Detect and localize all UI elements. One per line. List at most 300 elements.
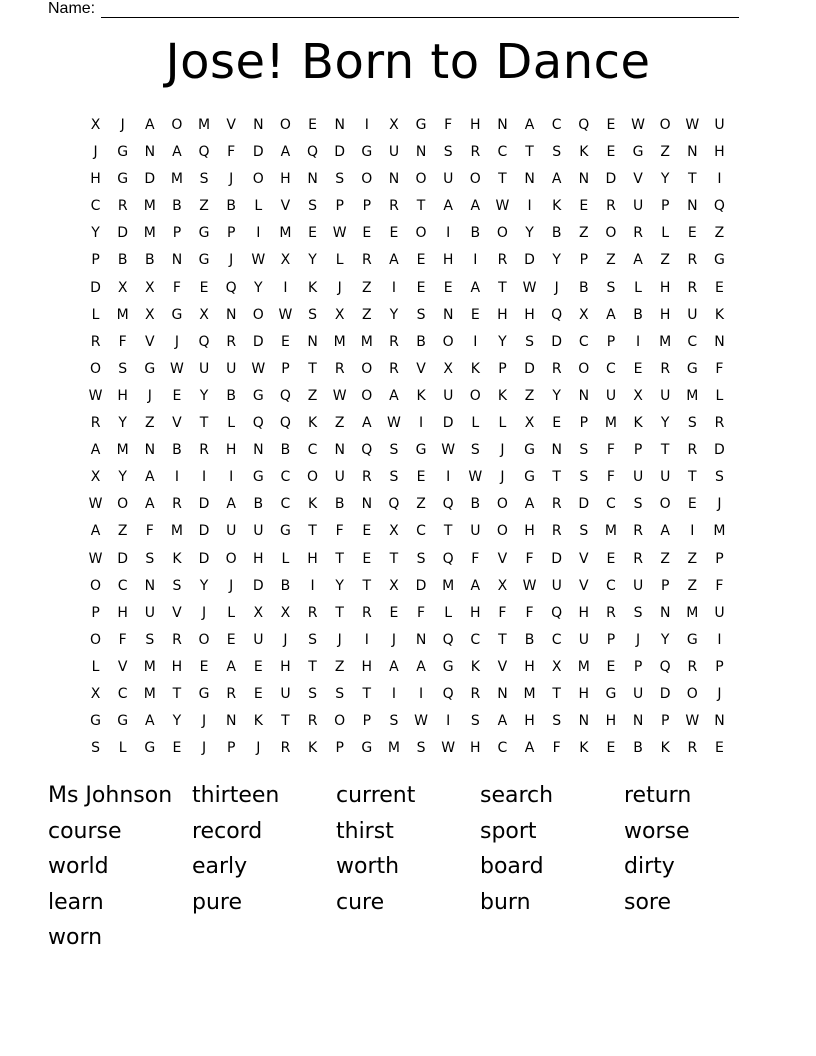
grid-letter[interactable]: R bbox=[606, 604, 616, 621]
grid-letter[interactable]: A bbox=[470, 198, 481, 215]
grid-letter[interactable]: U bbox=[687, 306, 698, 323]
grid-letter[interactable]: Q bbox=[252, 415, 264, 432]
grid-letter[interactable]: X bbox=[524, 415, 535, 432]
grid-letter[interactable]: N bbox=[687, 198, 698, 215]
grid-letter[interactable]: R bbox=[606, 198, 616, 215]
grid-letter[interactable]: A bbox=[470, 577, 481, 594]
grid-letter[interactable]: R bbox=[470, 685, 481, 702]
grid-letter[interactable]: Q bbox=[442, 685, 454, 702]
grid-letter[interactable]: C bbox=[307, 442, 318, 459]
grid-letter[interactable]: M bbox=[279, 225, 292, 242]
grid-letter[interactable]: V bbox=[172, 415, 182, 432]
grid-letter[interactable]: W bbox=[631, 117, 645, 133]
grid-letter[interactable]: H bbox=[171, 658, 183, 675]
grid-letter[interactable]: H bbox=[578, 604, 590, 621]
grid-letter[interactable]: N bbox=[225, 306, 237, 323]
grid-letter[interactable]: C bbox=[117, 577, 128, 594]
grid-letter[interactable]: M bbox=[116, 306, 129, 323]
grid-letter[interactable]: F bbox=[525, 604, 534, 621]
grid-letter[interactable]: O bbox=[225, 550, 237, 567]
grid-letter[interactable]: F bbox=[145, 523, 154, 540]
grid-letter[interactable]: W bbox=[88, 496, 103, 513]
grid-letter[interactable]: H bbox=[253, 550, 264, 567]
grid-letter[interactable]: N bbox=[144, 144, 156, 161]
grid-letter[interactable]: S bbox=[118, 360, 128, 377]
grid-letter[interactable]: K bbox=[579, 144, 589, 161]
grid-letter[interactable]: G bbox=[117, 144, 129, 161]
grid-letter[interactable]: G bbox=[198, 225, 210, 242]
grid-letter[interactable]: L bbox=[715, 387, 724, 404]
grid-letter[interactable]: T bbox=[552, 685, 561, 702]
grid-letter[interactable]: K bbox=[172, 550, 182, 567]
grid-letter[interactable]: T bbox=[172, 685, 182, 702]
grid-letter[interactable]: Y bbox=[118, 469, 127, 486]
grid-letter[interactable]: V bbox=[579, 550, 589, 567]
grid-letter[interactable]: S bbox=[633, 604, 643, 621]
grid-letter[interactable]: D bbox=[442, 415, 454, 432]
grid-letter[interactable]: R bbox=[172, 496, 182, 513]
grid-letter[interactable]: I bbox=[418, 415, 424, 432]
grid-letter[interactable]: T bbox=[660, 442, 670, 459]
grid-letter[interactable]: E bbox=[687, 496, 697, 513]
grid-letter[interactable]: A bbox=[90, 523, 101, 540]
grid-letter[interactable]: A bbox=[226, 658, 236, 675]
grid-letter[interactable]: T bbox=[389, 550, 399, 567]
grid-letter[interactable]: G bbox=[144, 740, 156, 757]
grid-letter[interactable]: P bbox=[91, 252, 100, 269]
grid-letter[interactable]: U bbox=[443, 171, 454, 188]
grid-letter[interactable]: Q bbox=[442, 631, 454, 648]
grid-letter[interactable]: W bbox=[522, 577, 537, 594]
grid-letter[interactable]: Z bbox=[687, 577, 698, 594]
grid-letter[interactable]: H bbox=[470, 604, 481, 621]
grid-letter[interactable]: T bbox=[443, 523, 453, 540]
grid-letter[interactable]: X bbox=[551, 658, 562, 675]
grid-letter[interactable]: W bbox=[522, 279, 537, 296]
grid-letter[interactable]: P bbox=[579, 415, 589, 432]
grid-letter[interactable]: E bbox=[362, 523, 372, 540]
grid-letter[interactable]: L bbox=[661, 225, 670, 242]
grid-letter[interactable]: O bbox=[307, 469, 319, 486]
grid-letter[interactable]: E bbox=[416, 252, 426, 269]
grid-letter[interactable]: Y bbox=[118, 415, 127, 432]
grid-letter[interactable]: F bbox=[606, 442, 615, 459]
grid-letter[interactable]: U bbox=[443, 387, 454, 404]
grid-letter[interactable]: W bbox=[441, 740, 456, 757]
grid-letter[interactable]: Q bbox=[225, 279, 237, 296]
grid-letter[interactable]: B bbox=[280, 442, 291, 459]
grid-letter[interactable]: E bbox=[606, 144, 616, 161]
grid-letter[interactable]: O bbox=[496, 523, 508, 540]
grid-letter[interactable]: I bbox=[391, 685, 396, 702]
grid-letter[interactable]: C bbox=[280, 469, 291, 486]
grid-letter[interactable]: D bbox=[198, 523, 210, 540]
grid-letter[interactable]: A bbox=[470, 279, 481, 296]
grid-letter[interactable]: B bbox=[633, 306, 643, 323]
grid-letter[interactable]: M bbox=[360, 333, 373, 350]
grid-letter[interactable]: N bbox=[551, 442, 562, 459]
grid-letter[interactable]: F bbox=[715, 360, 724, 377]
grid-letter[interactable]: M bbox=[143, 198, 156, 215]
grid-letter[interactable]: P bbox=[660, 198, 670, 215]
grid-letter[interactable]: U bbox=[605, 387, 617, 404]
grid-letter[interactable]: C bbox=[416, 523, 426, 540]
grid-letter[interactable]: N bbox=[334, 117, 345, 133]
grid-letter[interactable]: Z bbox=[334, 658, 345, 675]
grid-letter[interactable]: P bbox=[579, 252, 589, 269]
grid-letter[interactable]: T bbox=[525, 144, 534, 161]
grid-letter[interactable]: H bbox=[225, 442, 237, 459]
grid-letter[interactable]: G bbox=[361, 144, 373, 161]
grid-letter[interactable]: E bbox=[389, 225, 399, 242]
grid-letter[interactable]: J bbox=[120, 117, 125, 133]
grid-letter[interactable]: G bbox=[144, 360, 156, 377]
grid-letter[interactable]: A bbox=[389, 387, 399, 404]
grid-letter[interactable]: U bbox=[226, 360, 237, 377]
grid-letter[interactable]: R bbox=[633, 550, 643, 567]
grid-letter[interactable]: S bbox=[443, 144, 453, 161]
grid-letter[interactable]: R bbox=[551, 496, 562, 513]
grid-letter[interactable]: N bbox=[524, 171, 535, 188]
grid-letter[interactable]: M bbox=[170, 523, 183, 540]
grid-letter[interactable]: A bbox=[551, 171, 562, 188]
grid-letter[interactable]: J bbox=[229, 252, 234, 269]
grid-letter[interactable]: O bbox=[469, 387, 481, 404]
grid-letter[interactable]: L bbox=[444, 604, 453, 621]
grid-letter[interactable]: D bbox=[605, 171, 617, 188]
grid-letter[interactable]: G bbox=[686, 360, 698, 377]
grid-letter[interactable]: V bbox=[226, 117, 236, 133]
grid-letter[interactable]: T bbox=[335, 550, 344, 567]
grid-letter[interactable]: D bbox=[144, 171, 156, 188]
grid-letter[interactable]: S bbox=[579, 469, 589, 486]
grid-letter[interactable]: O bbox=[171, 117, 183, 133]
grid-letter[interactable]: G bbox=[442, 658, 454, 675]
grid-letter[interactable]: X bbox=[280, 252, 291, 269]
grid-letter[interactable]: O bbox=[415, 171, 427, 188]
grid-letter[interactable]: L bbox=[254, 198, 263, 215]
grid-letter[interactable]: W bbox=[685, 117, 700, 133]
grid-letter[interactable]: O bbox=[90, 631, 102, 648]
grid-letter[interactable]: D bbox=[252, 577, 264, 594]
grid-letter[interactable]: L bbox=[91, 658, 100, 675]
grid-letter[interactable]: N bbox=[225, 713, 237, 730]
grid-letter[interactable]: O bbox=[361, 171, 373, 188]
grid-letter[interactable]: H bbox=[497, 306, 508, 323]
grid-letter[interactable]: B bbox=[551, 225, 562, 242]
grid-letter[interactable]: X bbox=[389, 523, 399, 540]
grid-letter[interactable]: L bbox=[281, 550, 290, 567]
grid-letter[interactable]: W bbox=[468, 469, 483, 486]
grid-letter[interactable]: H bbox=[280, 658, 291, 675]
grid-letter[interactable]: Z bbox=[660, 550, 670, 567]
grid-letter[interactable]: F bbox=[444, 117, 453, 133]
grid-letter[interactable]: A bbox=[280, 144, 291, 161]
grid-letter[interactable]: P bbox=[715, 550, 724, 567]
grid-letter[interactable]: S bbox=[308, 306, 317, 323]
grid-letter[interactable]: K bbox=[470, 360, 480, 377]
grid-letter[interactable]: N bbox=[497, 117, 508, 133]
grid-letter[interactable]: D bbox=[578, 496, 590, 513]
grid-letter[interactable]: Y bbox=[254, 279, 263, 296]
grid-letter[interactable]: B bbox=[145, 252, 155, 269]
grid-letter[interactable]: A bbox=[660, 523, 670, 540]
grid-letter[interactable]: I bbox=[256, 225, 261, 242]
grid-letter[interactable]: O bbox=[469, 171, 481, 188]
grid-letter[interactable]: X bbox=[280, 604, 291, 621]
grid-letter[interactable]: A bbox=[145, 496, 155, 513]
grid-letter[interactable]: M bbox=[686, 604, 699, 621]
grid-letter[interactable]: D bbox=[524, 360, 535, 377]
grid-letter[interactable]: I bbox=[473, 333, 478, 350]
grid-letter[interactable]: S bbox=[416, 740, 426, 757]
grid-letter[interactable]: Q bbox=[198, 144, 210, 161]
grid-letter[interactable]: R bbox=[389, 360, 399, 377]
grid-letter[interactable]: C bbox=[606, 360, 616, 377]
grid-letter[interactable]: E bbox=[633, 360, 643, 377]
grid-letter[interactable]: Y bbox=[91, 225, 100, 242]
grid-letter[interactable]: B bbox=[470, 225, 481, 242]
grid-letter[interactable]: B bbox=[334, 496, 345, 513]
grid-letter[interactable]: O bbox=[361, 360, 373, 377]
grid-letter[interactable]: I bbox=[446, 713, 451, 730]
grid-letter[interactable]: R bbox=[307, 604, 318, 621]
grid-letter[interactable]: N bbox=[578, 171, 590, 188]
grid-letter[interactable]: H bbox=[605, 713, 617, 730]
grid-letter[interactable]: H bbox=[659, 306, 671, 323]
grid-letter[interactable]: T bbox=[552, 469, 561, 486]
grid-letter[interactable]: R bbox=[389, 333, 399, 350]
grid-letter[interactable]: R bbox=[90, 333, 101, 350]
grid-letter[interactable]: D bbox=[198, 496, 210, 513]
grid-letter[interactable]: R bbox=[687, 740, 698, 757]
grid-letter[interactable]: M bbox=[143, 685, 156, 702]
grid-letter[interactable]: D bbox=[252, 333, 264, 350]
grid-letter[interactable]: E bbox=[172, 387, 182, 404]
grid-letter[interactable]: E bbox=[281, 333, 290, 350]
grid-letter[interactable]: E bbox=[470, 306, 480, 323]
grid-letter[interactable]: D bbox=[117, 550, 129, 567]
grid-letter[interactable]: S bbox=[525, 333, 534, 350]
grid-letter[interactable]: P bbox=[633, 442, 643, 459]
grid-letter[interactable]: S bbox=[91, 740, 100, 757]
grid-letter[interactable]: S bbox=[145, 550, 155, 567]
grid-letter[interactable]: N bbox=[361, 496, 373, 513]
grid-letter[interactable]: J bbox=[256, 740, 261, 757]
grid-letter[interactable]: M bbox=[116, 442, 129, 459]
grid-letter[interactable]: Z bbox=[687, 550, 698, 567]
grid-letter[interactable]: F bbox=[471, 550, 480, 567]
grid-letter[interactable]: Q bbox=[551, 306, 563, 323]
grid-letter[interactable]: G bbox=[117, 171, 129, 188]
grid-letter[interactable]: E bbox=[606, 658, 616, 675]
grid-letter[interactable]: F bbox=[417, 604, 426, 621]
grid-letter[interactable]: F bbox=[118, 333, 127, 350]
grid-letter[interactable]: P bbox=[226, 740, 236, 757]
grid-letter[interactable]: H bbox=[442, 252, 454, 269]
grid-letter[interactable]: S bbox=[335, 685, 345, 702]
grid-letter[interactable]: X bbox=[145, 306, 155, 323]
grid-letter[interactable]: A bbox=[389, 658, 399, 675]
grid-letter[interactable]: U bbox=[578, 631, 589, 648]
grid-letter[interactable]: S bbox=[606, 279, 616, 296]
grid-letter[interactable]: E bbox=[687, 225, 697, 242]
grid-letter[interactable]: S bbox=[172, 577, 182, 594]
grid-letter[interactable]: M bbox=[604, 523, 617, 540]
grid-letter[interactable]: V bbox=[172, 604, 182, 621]
grid-letter[interactable]: U bbox=[388, 144, 400, 161]
grid-letter[interactable]: H bbox=[470, 117, 481, 133]
grid-letter[interactable]: N bbox=[659, 604, 671, 621]
grid-letter[interactable]: E bbox=[606, 117, 616, 133]
grid-letter[interactable]: N bbox=[334, 442, 345, 459]
grid-letter[interactable]: Y bbox=[199, 387, 209, 404]
grid-letter[interactable]: P bbox=[660, 713, 670, 730]
grid-letter[interactable]: M bbox=[143, 658, 156, 675]
grid-letter[interactable]: N bbox=[307, 333, 318, 350]
grid-letter[interactable]: Q bbox=[551, 604, 563, 621]
name-blank-line[interactable] bbox=[101, 2, 739, 18]
grid-letter[interactable]: H bbox=[90, 171, 101, 188]
grid-letter[interactable]: J bbox=[201, 604, 207, 621]
grid-letter[interactable]: C bbox=[578, 333, 589, 350]
grid-letter[interactable]: Z bbox=[660, 144, 670, 161]
grid-letter[interactable]: P bbox=[172, 225, 182, 242]
grid-letter[interactable]: X bbox=[199, 306, 209, 323]
grid-letter[interactable]: I bbox=[717, 171, 722, 188]
grid-letter[interactable]: O bbox=[686, 685, 698, 702]
grid-letter[interactable]: R bbox=[226, 333, 237, 350]
grid-letter[interactable]: P bbox=[335, 198, 344, 215]
grid-letter[interactable]: G bbox=[415, 117, 427, 133]
grid-letter[interactable]: E bbox=[253, 685, 263, 702]
grid-letter[interactable]: Z bbox=[714, 225, 725, 242]
grid-letter[interactable]: Y bbox=[660, 415, 670, 432]
grid-letter[interactable]: P bbox=[362, 198, 372, 215]
grid-letter[interactable]: T bbox=[688, 469, 697, 486]
grid-letter[interactable]: E bbox=[199, 658, 209, 675]
grid-letter[interactable]: J bbox=[201, 713, 207, 730]
grid-letter[interactable]: N bbox=[144, 577, 156, 594]
grid-letter[interactable]: O bbox=[605, 225, 617, 242]
grid-letter[interactable]: S bbox=[335, 171, 345, 188]
grid-letter[interactable]: D bbox=[659, 685, 671, 702]
grid-letter[interactable]: E bbox=[715, 740, 724, 757]
grid-letter[interactable]: P bbox=[715, 658, 724, 675]
grid-letter[interactable]: M bbox=[659, 333, 672, 350]
grid-letter[interactable]: R bbox=[551, 523, 562, 540]
grid-letter[interactable]: H bbox=[714, 144, 725, 161]
grid-letter[interactable]: T bbox=[362, 577, 372, 594]
grid-letter[interactable]: X bbox=[145, 279, 155, 296]
grid-letter[interactable]: W bbox=[495, 198, 510, 215]
grid-letter[interactable]: Z bbox=[416, 496, 426, 513]
grid-letter[interactable]: T bbox=[416, 198, 426, 215]
grid-letter[interactable]: R bbox=[361, 604, 372, 621]
grid-letter[interactable]: H bbox=[470, 740, 481, 757]
grid-letter[interactable]: G bbox=[252, 387, 264, 404]
grid-letter[interactable]: S bbox=[389, 713, 399, 730]
grid-letter[interactable]: U bbox=[253, 631, 264, 648]
grid-letter[interactable]: R bbox=[334, 360, 345, 377]
grid-letter[interactable]: Y bbox=[199, 577, 209, 594]
grid-letter[interactable]: C bbox=[551, 117, 562, 133]
grid-letter[interactable]: M bbox=[523, 685, 536, 702]
grid-letter[interactable]: P bbox=[606, 631, 616, 648]
grid-letter[interactable]: W bbox=[88, 550, 103, 567]
grid-letter[interactable]: P bbox=[498, 360, 507, 377]
grid-letter[interactable]: S bbox=[687, 415, 697, 432]
grid-letter[interactable]: J bbox=[717, 496, 722, 513]
grid-letter[interactable]: A bbox=[389, 252, 399, 269]
grid-letter[interactable]: D bbox=[524, 252, 535, 269]
grid-letter[interactable]: X bbox=[90, 117, 101, 133]
grid-letter[interactable]: I bbox=[473, 252, 478, 269]
grid-letter[interactable]: A bbox=[633, 252, 643, 269]
grid-letter[interactable]: S bbox=[416, 550, 426, 567]
grid-letter[interactable]: D bbox=[252, 144, 264, 161]
grid-letter[interactable]: O bbox=[90, 360, 102, 377]
grid-letter[interactable]: W bbox=[251, 252, 266, 269]
grid-letter[interactable]: W bbox=[88, 387, 103, 404]
grid-letter[interactable]: Q bbox=[388, 496, 400, 513]
grid-letter[interactable]: I bbox=[446, 469, 451, 486]
grid-letter[interactable]: N bbox=[388, 171, 400, 188]
grid-letter[interactable]: M bbox=[170, 171, 183, 188]
grid-letter[interactable]: S bbox=[552, 713, 562, 730]
grid-letter[interactable]: W bbox=[685, 713, 700, 730]
grid-letter[interactable]: J bbox=[554, 279, 559, 296]
grid-letter[interactable]: X bbox=[253, 604, 264, 621]
grid-letter[interactable]: L bbox=[335, 252, 344, 269]
grid-letter[interactable]: G bbox=[252, 469, 264, 486]
grid-letter[interactable]: U bbox=[714, 117, 725, 133]
grid-letter[interactable]: X bbox=[497, 577, 508, 594]
grid-letter[interactable]: E bbox=[362, 550, 372, 567]
grid-letter[interactable]: N bbox=[578, 713, 590, 730]
grid-letter[interactable]: H bbox=[307, 550, 318, 567]
grid-letter[interactable]: U bbox=[632, 685, 644, 702]
grid-letter[interactable]: K bbox=[253, 713, 263, 730]
grid-letter[interactable]: M bbox=[442, 577, 455, 594]
grid-letter[interactable]: K bbox=[307, 279, 318, 296]
grid-letter[interactable]: D bbox=[90, 279, 101, 296]
grid-letter[interactable]: U bbox=[660, 469, 671, 486]
grid-letter[interactable]: T bbox=[308, 658, 317, 675]
grid-letter[interactable]: D bbox=[714, 442, 725, 459]
grid-letter[interactable]: W bbox=[170, 360, 184, 377]
grid-letter[interactable]: A bbox=[172, 144, 182, 161]
grid-letter[interactable]: R bbox=[497, 252, 508, 269]
grid-letter[interactable]: N bbox=[171, 252, 183, 269]
grid-letter[interactable]: B bbox=[253, 496, 264, 513]
grid-letter[interactable]: R bbox=[687, 658, 698, 675]
grid-letter[interactable]: P bbox=[633, 658, 643, 675]
grid-letter[interactable]: R bbox=[633, 523, 643, 540]
grid-letter[interactable]: E bbox=[606, 550, 616, 567]
grid-letter[interactable]: W bbox=[332, 387, 347, 404]
grid-letter[interactable]: H bbox=[117, 387, 128, 404]
grid-letter[interactable]: R bbox=[470, 144, 481, 161]
grid-letter[interactable]: O bbox=[334, 713, 346, 730]
grid-letter[interactable]: U bbox=[198, 360, 210, 377]
grid-letter[interactable]: E bbox=[308, 225, 317, 242]
grid-letter[interactable]: F bbox=[172, 279, 181, 296]
grid-letter[interactable]: Z bbox=[199, 198, 209, 215]
grid-letter[interactable]: P bbox=[362, 713, 372, 730]
grid-letter[interactable]: F bbox=[118, 631, 127, 648]
grid-letter[interactable]: J bbox=[635, 631, 641, 648]
